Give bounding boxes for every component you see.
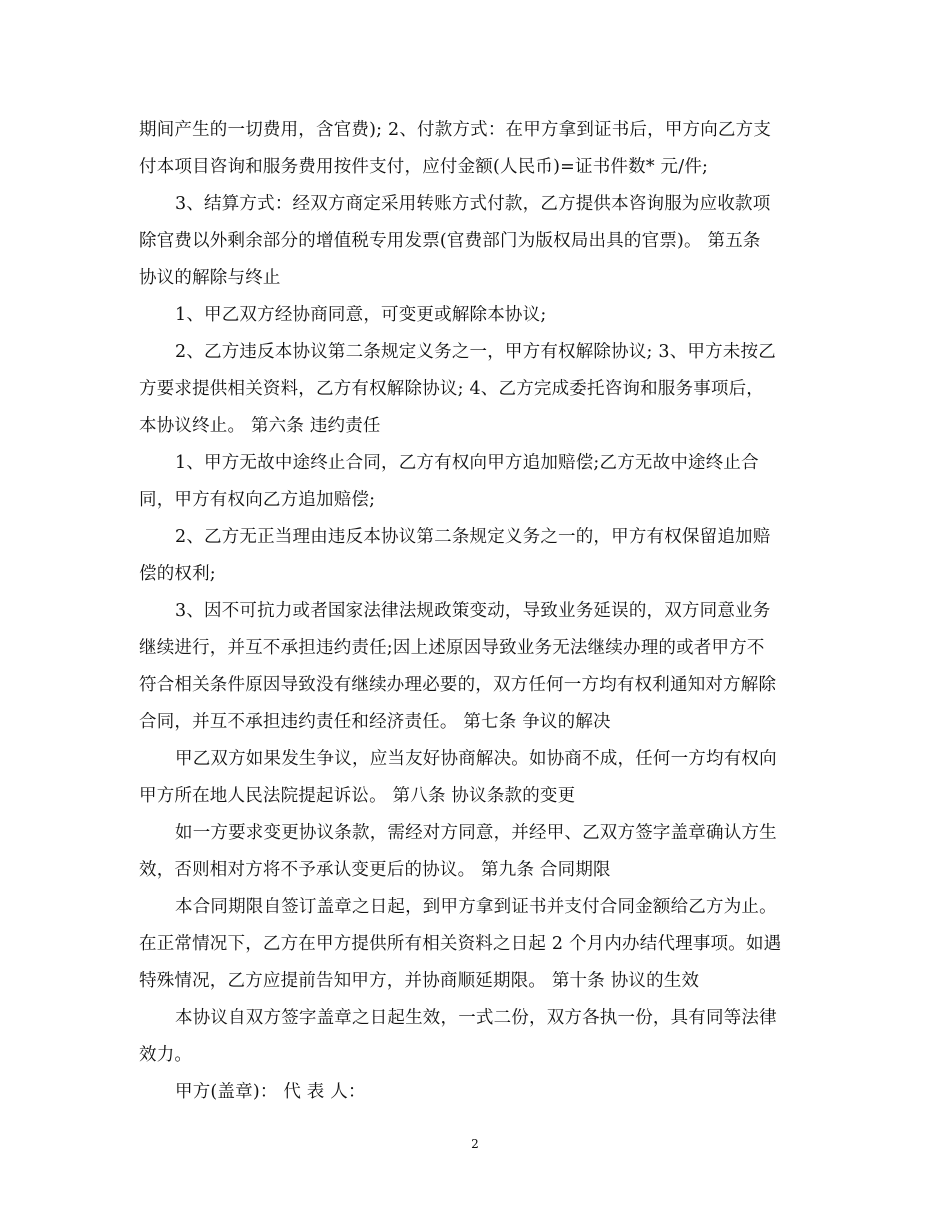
text-line: 除官费以外剩余部分的增值税专用发票(官费部门为版权局出具的官票)。 第五条 xyxy=(139,231,761,251)
text-line: 甲乙双方如果发生争议，应当友好协商解决。如协商不成，任何一方均有权向 xyxy=(175,749,777,769)
text-line: 同，甲方有权向乙方追加赔偿; xyxy=(139,490,376,510)
text-line: 继续进行，并互不承担违约责任;因上述原因导致业务无法继续办理的或者甲方不 xyxy=(139,638,765,658)
text-line: 1、甲乙双方经协商同意，可变更或解除本协议; xyxy=(175,305,547,325)
text-line: 3、因不可抗力或者国家法律法规政策变动，导致业务延误的，双方同意业务 xyxy=(175,601,771,621)
text-line: 符合相关条件原因导致没有继续办理必要的，双方任何一方均有权利通知对方解除 xyxy=(139,675,777,695)
text-line: 甲方(盖章)： 代 表 人： xyxy=(175,1082,366,1102)
text-line: 在正常情况下，乙方在甲方提供所有相关资料之日起 2 个月内办结代理事项。如遇 xyxy=(139,934,782,954)
text-line: 特殊情况，乙方应提前告知甲方，并协商顺延期限。 第十条 协议的生效 xyxy=(139,971,700,991)
text-line: 效力。 xyxy=(139,1045,193,1065)
text-line: 效，否则相对方将不予承认变更后的协议。 第九条 合同期限 xyxy=(139,860,611,880)
text-line: 甲方所在地人民法院提起诉讼。 第八条 协议条款的变更 xyxy=(139,786,576,806)
text-line: 本协议自双方签字盖章之日起生效，一式二份，双方各执一份，具有同等法律 xyxy=(175,1008,777,1028)
text-line: 2、乙方违反本协议第二条规定义务之一，甲方有权解除协议; 3、甲方未按乙 xyxy=(175,342,776,362)
text-line: 偿的权利; xyxy=(139,564,216,584)
text-line: 2、乙方无正当理由违反本协议第二条规定义务之一的，甲方有权保留追加赔 xyxy=(175,527,771,547)
text-line: 方要求提供相关资料，乙方有权解除协议; 4、乙方完成委托咨询和服务事项后， xyxy=(139,379,764,399)
text-line: 付本项目咨询和服务费用按件支付，应付金额(人民币)=证书件数* 元/件; xyxy=(139,157,709,177)
text-line: 1、甲方无故中途终止合同，乙方有权向甲方追加赔偿;乙方无故中途终止合 xyxy=(175,453,759,473)
text-line: 期间产生的一切费用，含官费); 2、付款方式：在甲方拿到证书后，甲方向乙方支 xyxy=(139,120,772,140)
text-line: 本合同期限自签订盖章之日起，到甲方拿到证书并支付合同金额给乙方为止。 xyxy=(175,897,777,917)
text-line: 如一方要求变更协议条款，需经对方同意，并经甲、乙双方签字盖章确认方生 xyxy=(175,823,777,843)
text-line: 合同，并互不承担违约责任和经济责任。 第七条 争议的解决 xyxy=(139,712,611,732)
text-line: 协议的解除与终止 xyxy=(139,268,281,288)
text-line: 本协议终止。 第六条 违约责任 xyxy=(139,416,381,436)
page-number: 2 xyxy=(471,1137,479,1151)
text-line: 3、结算方式：经双方商定采用转账方式付款，乙方提供本咨询服为应收款项 xyxy=(175,194,771,214)
